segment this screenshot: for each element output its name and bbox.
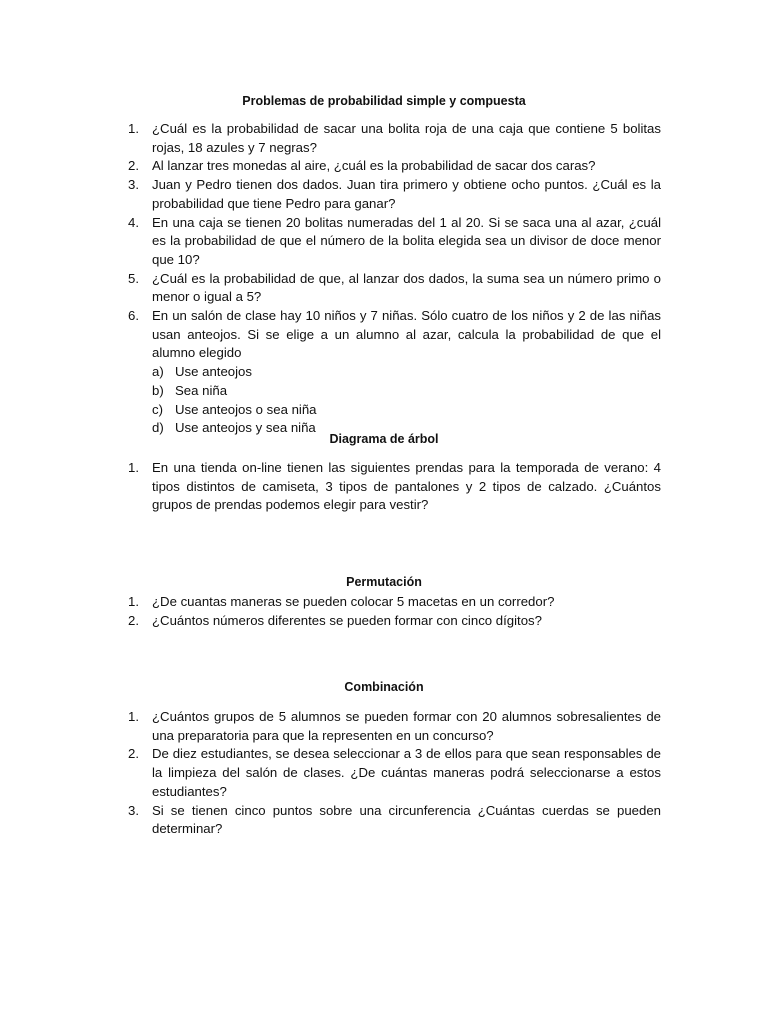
section-title-diagrama: Diagrama de árbol bbox=[329, 432, 439, 446]
item-text: De diez estudiantes, se desea seleccionar a 3 de ellos para que sean responsables de la limpieza del salón de clases. ¿De cuántas maneras podrá seleccionarse a estos estudiantes? bbox=[152, 746, 661, 799]
item-number: 3. bbox=[128, 177, 139, 193]
item-number: 1. bbox=[128, 121, 139, 136]
list-item bbox=[0, 802, 661, 839]
item-text: ¿Cuál es la probabilidad de que, al lanzar dos dados, la suma sea un número primo o menor o igual a 5? bbox=[152, 270, 661, 305]
item-text: En un salón de clase hay 10 niños y 7 niñas. Sólo cuatro de los niños y 2 de las niñas usan anteojos. Si se elige a un alumno al azar, calcula la probabilidad de que el alumno elegido bbox=[152, 308, 661, 361]
item-text: Juan y Pedro tienen dos dados. Juan tira primero y obtiene ocho puntos. ¿Cuál es la probabilidad que tiene Pedro para ganar? bbox=[152, 177, 661, 211]
sub-item bbox=[152, 382, 661, 401]
combinacion-list bbox=[0, 708, 768, 839]
section-title-probabilidad: Problemas de probabilidad simple y compuesta bbox=[242, 94, 526, 108]
item-number: 5. bbox=[128, 270, 139, 286]
list-item bbox=[0, 270, 661, 307]
sub-item-letter: d) bbox=[152, 420, 164, 436]
item-text: En una caja se tienen 20 bolitas numeradas del 1 al 20. Si se saca una al azar, ¿cuál es la probabilidad de que el número de la bolita elegida sea un divisor de doce menor que 10? bbox=[152, 214, 661, 267]
diagrama-list bbox=[0, 459, 768, 515]
item-text: Al lanzar tres monedas al aire, ¿cuál es la probabilidad de sacar dos caras? bbox=[152, 158, 596, 174]
item-number: 4. bbox=[128, 214, 139, 230]
item-number: 2. bbox=[128, 612, 139, 628]
item-text: ¿Cuál es la probabilidad de sacar una bolita roja de una caja que contiene 5 bolitas rojas, 18 azules y 7 negras? bbox=[152, 121, 661, 155]
list-item bbox=[0, 176, 661, 213]
sub-item-letter: c) bbox=[152, 401, 163, 417]
item-number: 3. bbox=[128, 802, 139, 818]
item-text: ¿De cuantas maneras se pueden colocar 5 macetas en un corredor? bbox=[152, 594, 555, 609]
list-item bbox=[0, 593, 661, 612]
sub-item bbox=[152, 401, 661, 420]
sub-item-letter: b) bbox=[152, 382, 164, 398]
list-item bbox=[0, 307, 661, 438]
list-item bbox=[0, 120, 661, 157]
list-item bbox=[0, 459, 661, 515]
permutacion-list bbox=[0, 593, 768, 630]
list-item bbox=[0, 708, 661, 745]
list-item bbox=[0, 157, 661, 176]
section-title-permutacion: Permutación bbox=[346, 575, 422, 589]
item-text: ¿Cuántos números diferentes se pueden formar con cinco dígitos? bbox=[152, 612, 542, 628]
list-item bbox=[0, 612, 661, 631]
item-text: ¿Cuántos grupos de 5 alumnos se pueden formar con 20 alumnos sobresalientes de una preparatoria para que la representen en un concurso? bbox=[152, 709, 661, 743]
sub-item-text: Use anteojos y sea niña bbox=[175, 420, 316, 436]
sub-item-letter: a) bbox=[152, 364, 164, 380]
item-text: En una tienda on-line tienen las siguientes prendas para la temporada de verano: 4 tipos distintos de camiseta, 3 tipos de pantalones y 2 tipos de calzado. ¿Cuántos grupos de prendas podemos elegir para vestir? bbox=[152, 460, 661, 513]
item-number: 2. bbox=[128, 158, 139, 174]
list-item bbox=[0, 214, 661, 270]
sub-item bbox=[152, 363, 661, 382]
sub-list bbox=[152, 363, 661, 438]
section-title-combinacion: Combinación bbox=[344, 680, 424, 694]
item-number: 1. bbox=[128, 460, 139, 475]
sub-item-text: Use anteojos bbox=[175, 364, 252, 380]
list-item bbox=[0, 745, 661, 801]
item-number: 1. bbox=[128, 709, 139, 724]
item-number: 2. bbox=[128, 746, 139, 762]
sub-item-text: Use anteojos o sea niña bbox=[175, 401, 317, 417]
item-number: 1. bbox=[128, 594, 139, 609]
item-number: 6. bbox=[128, 308, 139, 324]
sub-item-text: Sea niña bbox=[175, 382, 228, 398]
probabilidad-list bbox=[0, 120, 768, 438]
item-text: Si se tienen cinco puntos sobre una circunferencia ¿Cuántas cuerdas se pueden determinar? bbox=[152, 802, 661, 837]
